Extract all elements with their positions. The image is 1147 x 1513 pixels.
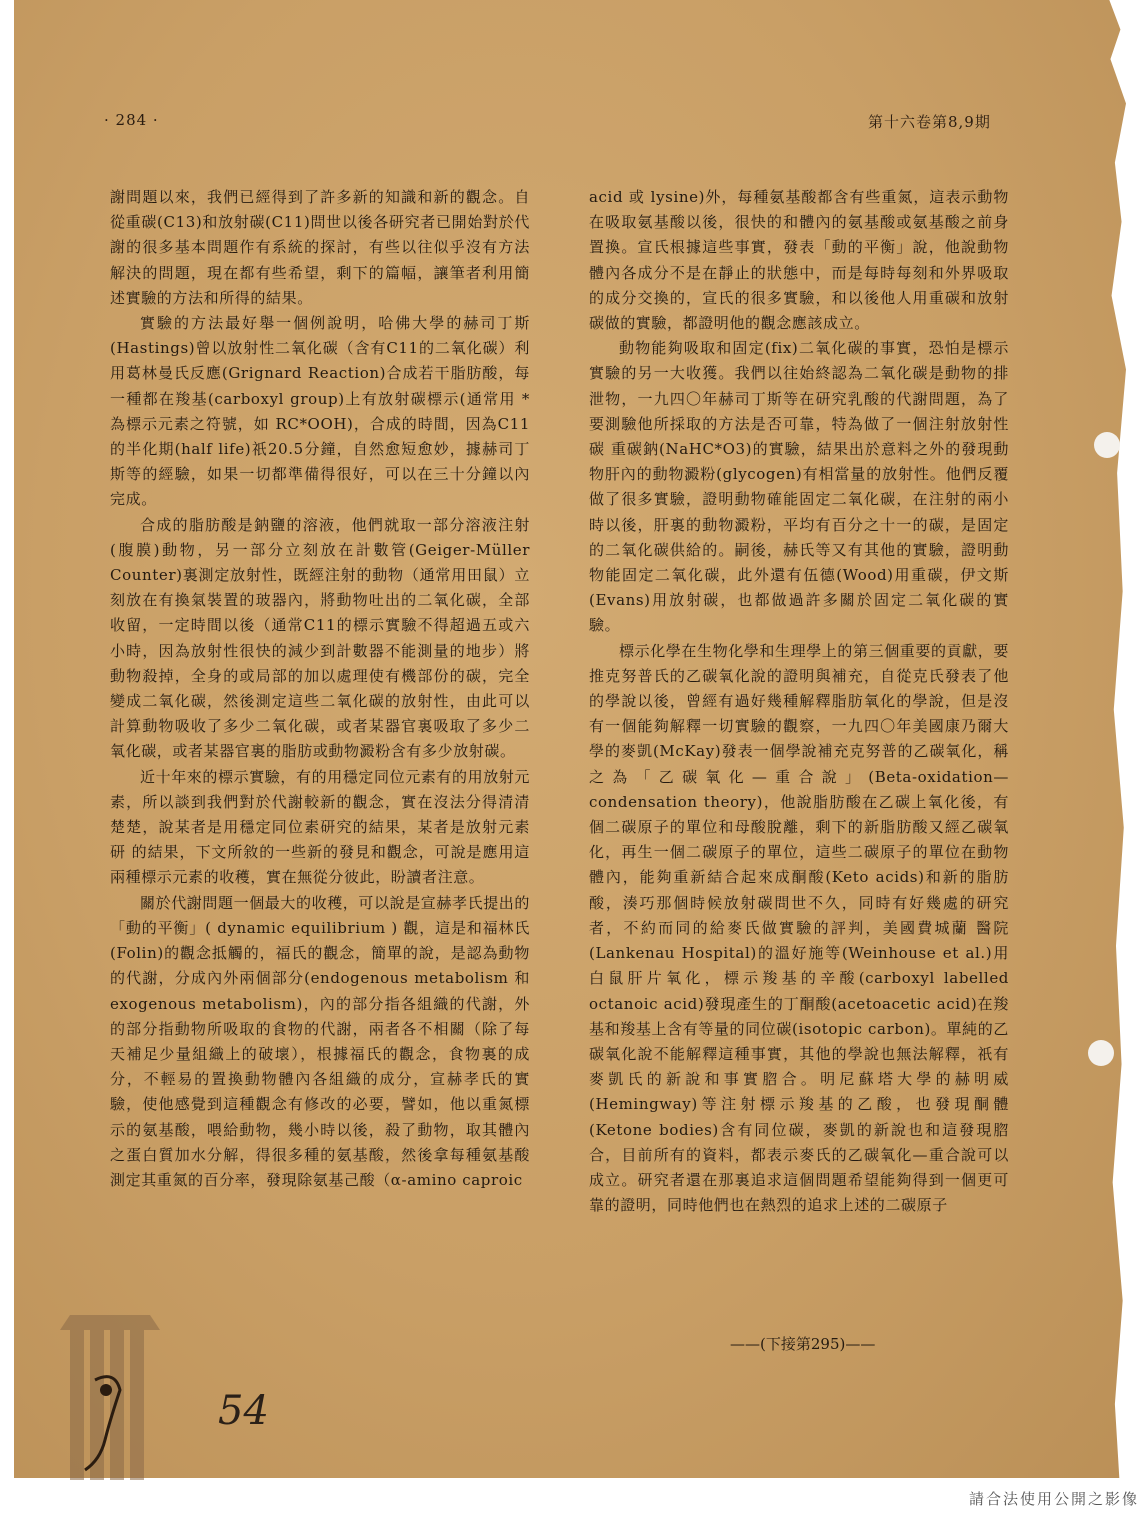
journal-issue: 第十六卷第8,9期	[868, 113, 991, 131]
library-stamp-logo	[0, 1300, 200, 1500]
paragraph: 合成的脂肪酸是鈉鹽的溶液，他們就取一部分溶液注射(腹膜)動物，另一部分立刻放在計數管(Geiger-Müller Counter)裏測定放射性，既經注射的動物（通常用田鼠）立刻放在有換氣裝置的玻器內，將動物吐出的二氧化碳，全部收留，一定時間以後（通常C11的標示實驗不得超過五或六小時，因為放射性很快的減少到計數器不能測量的地步）將動物殺掉，全身的或局部的加以處理使有機部份的碳，完全變成二氧化碳，然後測定這些二氧化碳的放射性，由此可以計算動物吸收了多少二氧化碳，或者某器官裏吸取了多少二氧化碳，或者某器官裏的脂肪或動物澱粉含有多少放射碳。	[110, 515, 530, 761]
paragraph: 實驗的方法最好舉一個例說明，哈佛大學的赫司丁斯(Hastings)曾以放射性二氧化碳（含有C11的二氧化碳）利用葛林曼氏反應(Grignard Reaction)合成若干脂肪酸，每一種都在羧基(carboxyl group)上有放射碳標示(通常用 *為標示元素之符號，如 RC*OOH)，合成的時間，因為C11的半化期(half life)祇20.5分鐘，自然愈短愈妙，據赫司丁斯等的經驗，如果一切都準備得很好，可以在三十分鐘以內完成。	[110, 314, 530, 509]
punch-hole-bottom	[1088, 1040, 1114, 1066]
paragraph: 動物能夠吸取和固定(fix)二氧化碳的事實，恐怕是標示實驗的另一大收獲。我們以往始終認為二氧化碳是動物的排泄物，一九四〇年赫司丁斯等在研究乳酸的代謝問題，為了要測驗他所採取的方法是否可靠，特為做了一個注射放射性碳 重碳鈉(NaHC*O3)的實驗，結果出於意料之外的發現動物肝內的動物澱粉(glycogen)有相當量的放射性。他們反覆做了很多實驗，證明動物確能固定二氧化碳，在注射的兩小時以後，肝裏的動物澱粉，平均有百分之十一的碳，是固定的二氧化碳供給的。嗣後，赫氏等又有其他的實驗，證明動物能固定二氧化碳，此外還有伍德(Wood)用重碳，伊文斯(Evans)用放射碳，也都做過許多關於固定二氧化碳的實驗。	[589, 339, 1009, 635]
paragraph: 近十年來的標示實驗，有的用穩定同位元素有的用放射元素，所以談到我們對於代謝較新的觀念，實在沒法分得清清楚楚，說某者是用穩定同位素研究的結果，某者是放射元素研 的結果，下文所敘的一些新的發見和觀念，可說是應用這兩種標示元素的收穫，實在無從分彼此，盼讀者注意。	[110, 767, 531, 887]
page-number: · 284 ·	[104, 111, 159, 129]
continuation-note: ——(下接第295)——	[730, 1335, 876, 1353]
right-column	[589, 185, 1009, 1218]
punch-hole-top	[1094, 432, 1120, 458]
paragraph: 標示化學在生物化學和生理學上的第三個重要的貢獻，要推克努普氏的乙碳氧化說的證明與補充，自從克氏發表了他的學說以後，曾經有過好幾種解釋脂肪氧化的學說，但是沒有一個能夠解釋一切實驗的觀察，一九四〇年美國康乃爾大學的麥凱(McKay)發表一個學說補充克努普的乙碳氧化，稱之為「乙碳氧化—重合說」(Beta-oxidation—condensation theory)，他說脂肪酸在乙碳上氧化後，有個二碳原子的單位和母酸脫離，剩下的新脂肪酸又經乙碳氧化，再生一個二碳原子的單位，這些二碳原子的單位在動物體內，能夠重新結合起來成酮酸(Keto acids)和新的脂肪酸，湊巧那個時候放射碳問世不久，同時有好幾處的研究者，不約而同的給麥氏做實驗的評判，美國費城蘭 醫院(Lankenau Hospital)的溫好施等(Weinhouse et al.)用白鼠肝片氧化，標示羧基的辛酸(carboxyl labelled octanoic acid)發現產生的丁酮酸(acetoacetic acid)在羧基和羧基上含有等量的同位碳(isotopic carbon)。單純的乙碳氧化說不能解釋這種事實，其他的學說也無法解釋，祇有麥凱氏的新說和事實脗合。明尼蘇塔大學的赫明威(Hemingway)等注射標示羧基的乙酸，也發現酮體(Ketone bodies)含有同位碳，麥凱的新說也和這發現脗合，目前所有的資料，都表示麥氏的乙碳氧化—重合說可以成立。研究者還在那裏追求這個問題希望能夠得到一個更可靠的證明，同時他們也在熱烈的追求上述的二碳原子	[589, 641, 1010, 1215]
paragraph: 謝問題以來，我們已經得到了許多新的知識和新的觀念。自從重碳(C13)和放射碳(C11)問世以後各研究者已開始對於代謝的很多基本問題作有系統的探討，有些以往似乎沒有方法解決的問題，現在都有些希望，剩下的篇幅，讓筆者利用簡述實驗的方法和所得的結果。	[110, 188, 530, 307]
handwritten-page-number: 54	[218, 1388, 269, 1434]
paragraph: acid 或 lysine)外，每種氨基酸都含有些重氮，這表示動物在吸取氨基酸以後，很快的和體內的氨基酸或氨基酸之前身置換。宣氏根據這些事實，發表「動的平衡」說，他說動物體內各成分不是在靜止的狀態中，而是每時每刻和外界吸取的成分交換的，宣氏的很多實驗，和以後他人用重碳和放射碳做的實驗，都證明他的觀念應該成立。	[589, 188, 1009, 333]
watermark-text: 請合法使用公開之影像	[968, 1490, 1139, 1508]
paragraph: 關於代謝問題一個最大的收穫，可以說是宣赫孝氏提出的「動的平衡」( dynamic equilibrium ) 觀，這是和福林氏(Folin)的觀念抵觸的，福氏的觀念，簡單的說，是認為動物的代謝，分成內外兩個部分(endogenous metabolism 和 exogenous metabolism)，內的部分指各組織的代謝，外的部分指動物所吸取的食物的代謝，兩者各不相關（除了每天補足少量組織上的破壞），根據福氏的觀念，食物裏的成分，不輕易的置換動物體內各組織的成分，宣赫孝氏的實驗，使他感覺到這種觀念有修改的必要，譬如，他以重氮標示的氨基酸，喂給動物，幾小時以後，殺了動物，取其體內之蛋白質加水分解，得很多種的氨基酸，然後拿每種氨基酸測定其重氮的百分率，發現除氨基己酸（α-amino caproic	[110, 893, 531, 1189]
left-column	[110, 185, 530, 1193]
